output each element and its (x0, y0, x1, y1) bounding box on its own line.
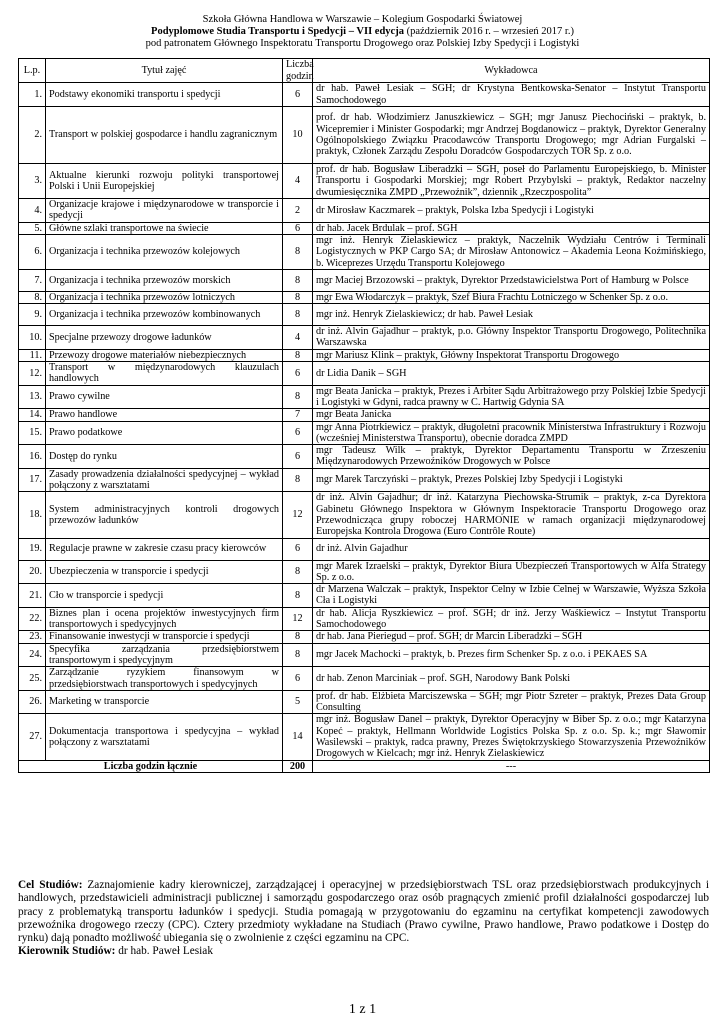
row-title: Regulacje prawne w zakresie czasu pracy kierowców (46, 538, 283, 560)
row-hours: 6 (283, 421, 313, 445)
row-hours: 8 (283, 643, 313, 667)
row-title: System administracyjnych kontroli drogowych przewozów ładunków (46, 492, 283, 538)
row-lp: 5. (19, 222, 46, 234)
table-row (19, 538, 710, 560)
row-title: Organizacja i technika przewozów lotniczych (46, 291, 283, 303)
row-hours: 8 (283, 234, 313, 269)
program-dates: (październik 2016 r. – wrzesień 2017 r.) (403, 26, 574, 37)
row-title: Aktualne kierunki rozwoju polityki transportowej Polski i Unii Europejskiej (46, 164, 283, 199)
row-lecturer: dr inż. Alvin Gajadhur (313, 538, 710, 560)
row-lp: 18. (19, 492, 46, 538)
page-number: 1 z 1 (348, 1002, 377, 1017)
row-hours: 6 (283, 83, 313, 107)
study-goal-text: Zaznajomienie kadry kierowniczej, zarządzającej i operacyjnej w przedsiębiorstwach TSL oraz przedsiębiorstwach produkcyjnych i handlowych, przedstawicieli administracji publicznej i samorządu gospodarczego oraz osób pragnących zmienić profil działalności gospodarczej lub pracy z problematyką transportu ładunków i spedycji. Studia pomagają w przygotowaniu do egzaminu na certyfikat kompetencji zawodowych przewoźnika drogowego rzeczy (CPC). Cztery przedmioty wykładane na Studiach (Prawo cywilne, Prawo handlowe, Prawo podatkowe i Dostęp do rynku) dają ponadto możliwość ubiegania się o zwolnienie z części egzaminu na CPC. (18, 879, 709, 945)
row-hours: 14 (283, 714, 313, 760)
header-lecturer: Wykładowca (313, 59, 710, 83)
row-lecturer: mgr Ewa Włodarczyk – praktyk, Szef Biura Frachtu Lotniczego w Schenker Sp. z o.o. (313, 291, 710, 303)
row-title: Specyfika zarządzania przedsiębiorstwem transportowym i spedycyjnym (46, 643, 283, 667)
row-lp: 23. (19, 631, 46, 643)
row-hours: 2 (283, 199, 313, 223)
row-lp: 22. (19, 607, 46, 631)
study-goal (18, 879, 709, 945)
row-lp: 15. (19, 421, 46, 445)
row-lp: 9. (19, 304, 46, 326)
program-title (0, 26, 725, 38)
table-row (19, 385, 710, 409)
table-row (19, 667, 710, 691)
row-hours: 6 (283, 222, 313, 234)
row-hours: 7 (283, 409, 313, 421)
row-lecturer: mgr Jacek Machocki – praktyk, b. Prezes firm Schenker Sp. z o.o. i PEKAES SA (313, 643, 710, 667)
row-lecturer: mgr Mariusz Klink – praktyk, Główny Inspektorat Transportu Drogowego (313, 349, 710, 361)
row-lp: 12. (19, 362, 46, 386)
row-lecturer: mgr inż. Henryk Zielaskiewicz; dr hab. Paweł Lesiak (313, 304, 710, 326)
total-lecturer: --- (313, 760, 710, 772)
table-row (19, 349, 710, 361)
table-body (19, 83, 710, 761)
row-title: Główne szlaki transportowe na świecie (46, 222, 283, 234)
courses-table (18, 58, 710, 773)
header-lp: L.p. (19, 59, 46, 83)
row-lecturer: prof. dr hab. Bogusław Liberadzki – SGH, poseł do Parlamentu Europejskiego, b. Minister Transportu i Gospodarki Morskiej; mgr Robert Przybylski – praktyk, Redaktor naczelny dwumiesięcznika ZMPD „Przewoźnik”, dziennik „Rzeczpospolita” (313, 164, 710, 199)
row-hours: 8 (283, 291, 313, 303)
header-hours-line1: Liczba (286, 59, 314, 71)
row-lp: 25. (19, 667, 46, 691)
row-title: Marketing w transporcie (46, 690, 283, 714)
table-row (19, 291, 710, 303)
row-hours: 8 (283, 269, 313, 291)
row-title: Organizacja i technika przewozów morskich (46, 269, 283, 291)
row-hours: 8 (283, 385, 313, 409)
total-hours: 200 (283, 760, 313, 772)
document-header (0, 14, 725, 50)
row-title: Prawo podatkowe (46, 421, 283, 445)
row-lecturer: dr hab. Paweł Lesiak – SGH; dr Krystyna Bentkowska-Senator – Instytut Transportu Samochodowego (313, 83, 710, 107)
row-hours: 8 (283, 584, 313, 608)
patronage-line: pod patronatem Głównego Inspektoratu Transportu Drogowego oraz Polskiej Izby Spedycji i Logistyki (145, 38, 580, 49)
table-row (19, 326, 710, 350)
table-row (19, 269, 710, 291)
table-row (19, 234, 710, 269)
table-header-row (19, 59, 710, 83)
row-lp: 24. (19, 643, 46, 667)
row-lecturer: dr inż. Alvin Gajadhur – praktyk, p.o. Główny Inspektor Transportu Drogowego, Politechnika Warszawska (313, 326, 710, 350)
row-lp: 8. (19, 291, 46, 303)
total-label: Liczba godzin łącznie (19, 760, 283, 772)
table-row (19, 83, 710, 107)
row-title: Cło w transporcie i spedycji (46, 584, 283, 608)
table-row (19, 304, 710, 326)
row-title: Podstawy ekonomiki transportu i spedycji (46, 83, 283, 107)
table-row (19, 643, 710, 667)
row-title: Transport w międzynarodowych klauzulach handlowych (46, 362, 283, 386)
row-lecturer: mgr Marek Tarczyński – praktyk, Prezes Polskiej Izby Spedycji i Logistyki (313, 468, 710, 492)
row-hours: 8 (283, 304, 313, 326)
row-lecturer: prof. dr hab. Elżbieta Marciszewska – SGH; mgr Piotr Szreter – praktyk, Prezes Data Group Consulting (313, 690, 710, 714)
row-lecturer: mgr Anna Piotrkiewicz – praktyk, długoletni pracownik Ministerstwa Infrastruktury i Rozwoju (wcześniej Ministerstwa Transportu), obecnie doradca ZMPD (313, 421, 710, 445)
header-title: Tytuł zajęć (46, 59, 283, 83)
row-lecturer: dr hab. Zenon Marciniak – prof. SGH, Narodowy Bank Polski (313, 667, 710, 691)
table-row (19, 107, 710, 164)
study-goal-label: Cel Studiów: (18, 879, 83, 891)
row-hours: 8 (283, 631, 313, 643)
table-row (19, 631, 710, 643)
row-lp: 11. (19, 349, 46, 361)
row-lecturer: dr Marzena Walczak – praktyk, Inspektor Celny w Izbie Celnej w Warszawie, Wyższa Szkoła Cła i Logistyki (313, 584, 710, 608)
row-lp: 2. (19, 107, 46, 164)
study-head-label: Kierownik Studiów: (18, 945, 116, 958)
table-row (19, 492, 710, 538)
study-head (18, 945, 709, 958)
row-hours: 8 (283, 468, 313, 492)
table-row (19, 164, 710, 199)
row-lp: 19. (19, 538, 46, 560)
row-lp: 21. (19, 584, 46, 608)
row-title: Biznes plan i ocena projektów inwestycyjnych firm transportowych i spedycyjnych (46, 607, 283, 631)
row-lecturer: mgr inż. Henryk Zielaskiewicz – praktyk, Naczelnik Wydziału Centrów i Terminali Logistycznych w PKP Cargo SA; dr Mirosław Antonowicz – Akademia Leona Koźmińskiego, b. Wiceprezes Urzędu Transportu Kolejowego (313, 234, 710, 269)
row-lecturer: prof. dr hab. Włodzimierz Januszkiewicz – SGH; mgr Janusz Piechociński – praktyk, b. Wicepremier i Minister Gospodarki; mgr Andrzej Bogdanowicz – praktyk, Dyrektor Generalny Ogólnopolskiego Związku Pracodawców Transportu Drogowego; mgr Adrian Furgalski – praktyk, Członek Zarządu Zespołu Doradców Gospodarczych TOR Sp. z o.o. (313, 107, 710, 164)
table-row (19, 607, 710, 631)
row-lp: 17. (19, 468, 46, 492)
table-row (19, 714, 710, 760)
row-hours: 6 (283, 538, 313, 560)
row-hours: 12 (283, 492, 313, 538)
row-lp: 7. (19, 269, 46, 291)
row-lp: 27. (19, 714, 46, 760)
row-hours: 5 (283, 690, 313, 714)
row-lecturer: mgr Beata Janicka (313, 409, 710, 421)
table-row (19, 560, 710, 584)
row-title: Dostęp do rynku (46, 445, 283, 469)
row-title: Specjalne przewozy drogowe ładunków (46, 326, 283, 350)
row-hours: 10 (283, 107, 313, 164)
table-row (19, 222, 710, 234)
document-footer (18, 879, 709, 959)
row-hours: 6 (283, 667, 313, 691)
row-lecturer: mgr Marek Izraelski – praktyk, Dyrektor Biura Ubezpieczeń Transportowych w Alfa Strategy Sp. z o.o. (313, 560, 710, 584)
row-title: Przewozy drogowe materiałów niebezpiecznych (46, 349, 283, 361)
row-hours: 8 (283, 560, 313, 584)
row-lecturer: dr inż. Alvin Gajadhur; dr inż. Katarzyna Piechowska-Strumik – praktyk, z-ca Dyrektora Gabinetu Głównego Inspektora w Głównym Inspektoracie Transportu Drogowego oraz Przewodnicząca grupy roboczej HARMONIE w ramach organizacji międzynarodowej Europejska Kontrola Drogowa (Euro Contrôle Route) (313, 492, 710, 538)
header-hours-line2: godzin (286, 70, 314, 82)
row-lecturer: dr Lidia Danik – SGH (313, 362, 710, 386)
row-lp: 14. (19, 409, 46, 421)
header-hours (283, 59, 313, 83)
row-lecturer: mgr Maciej Brzozowski – praktyk, Dyrektor Przedstawicielstwa Port of Hamburg w Polsce (313, 269, 710, 291)
row-lecturer: mgr Beata Janicka – praktyk, Prezes i Arbiter Sądu Arbitrażowego przy Polskiej Izbie Spedycji i Logistyki w Gdyni, radca prawny w C. Hartwig Gdynia SA (313, 385, 710, 409)
program-name: Podyplomowe Studia Transportu i Spedycji – VII edycja (151, 26, 404, 37)
row-hours: 12 (283, 607, 313, 631)
row-lecturer: dr Mirosław Kaczmarek – praktyk, Polska Izba Spedycji i Logistyki (313, 199, 710, 223)
row-title: Organizacje krajowe i międzynarodowe w transporcie i spedycji (46, 199, 283, 223)
row-lp: 10. (19, 326, 46, 350)
row-lp: 16. (19, 445, 46, 469)
row-hours: 4 (283, 326, 313, 350)
row-lecturer: mgr inż. Bogusław Danel – praktyk, Dyrektor Operacyjny w Biber Sp. z o.o.; mgr Katarzyna Kopeć – praktyk, Hellmann Worldwide Logistics Polska Sp. z o.o. Sp. k.; mgr Sławomir Wasilewski – praktyk, radca prawny, Prezes Świętokrzyskiego Stowarzyszenia Przewoźników Drogowych w Kielcach; mgr inż. Henryk Zielaskiewicz (313, 714, 710, 760)
table-row (19, 362, 710, 386)
row-title: Zarządzanie ryzykiem finansowym w przedsiębiorstwach transportowych i spedycyjnych (46, 667, 283, 691)
row-title: Prawo cywilne (46, 385, 283, 409)
row-lp: 13. (19, 385, 46, 409)
row-lecturer: mgr Tadeusz Wilk – praktyk, Dyrektor Departamentu Transportu w Zrzeszeniu Międzynarodowych Przewoźników Drogowych w Polsce (313, 445, 710, 469)
row-lecturer: dr hab. Alicja Ryszkiewicz – prof. SGH; dr inż. Jerzy Waśkiewicz – Instytut Transportu Samochodowego (313, 607, 710, 631)
row-hours: 4 (283, 164, 313, 199)
row-lecturer: dr hab. Jacek Brdulak – prof. SGH (313, 222, 710, 234)
table-row (19, 445, 710, 469)
table-row (19, 421, 710, 445)
table-row (19, 690, 710, 714)
row-hours: 6 (283, 362, 313, 386)
row-lp: 6. (19, 234, 46, 269)
row-title: Transport w polskiej gospodarce i handlu zagranicznym (46, 107, 283, 164)
row-lp: 1. (19, 83, 46, 107)
row-lp: 3. (19, 164, 46, 199)
table-row (19, 409, 710, 421)
row-lp: 4. (19, 199, 46, 223)
row-hours: 6 (283, 445, 313, 469)
row-title: Zasady prowadzenia działalności spedycyjnej – wykład połączony z warsztatami (46, 468, 283, 492)
row-title: Prawo handlowe (46, 409, 283, 421)
row-lecturer: dr hab. Jana Pieriegud – prof. SGH; dr Marcin Liberadzki – SGH (313, 631, 710, 643)
school-name: Szkoła Główna Handlowa w Warszawie – Kolegium Gospodarki Światowej (202, 14, 523, 25)
study-head-text: dr hab. Paweł Lesiak (115, 945, 213, 958)
row-title: Organizacja i technika przewozów kolejowych (46, 234, 283, 269)
table-row (19, 199, 710, 223)
table-row (19, 468, 710, 492)
row-hours: 8 (283, 349, 313, 361)
total-row (19, 760, 710, 772)
row-title: Ubezpieczenia w transporcie i spedycji (46, 560, 283, 584)
table-row (19, 584, 710, 608)
row-lp: 20. (19, 560, 46, 584)
row-title: Finansowanie inwestycji w transporcie i spedycji (46, 631, 283, 643)
row-title: Dokumentacja transportowa i spedycyjna – wykład połączony z warsztatami (46, 714, 283, 760)
row-title: Organizacja i technika przewozów kombinowanych (46, 304, 283, 326)
row-lp: 26. (19, 690, 46, 714)
